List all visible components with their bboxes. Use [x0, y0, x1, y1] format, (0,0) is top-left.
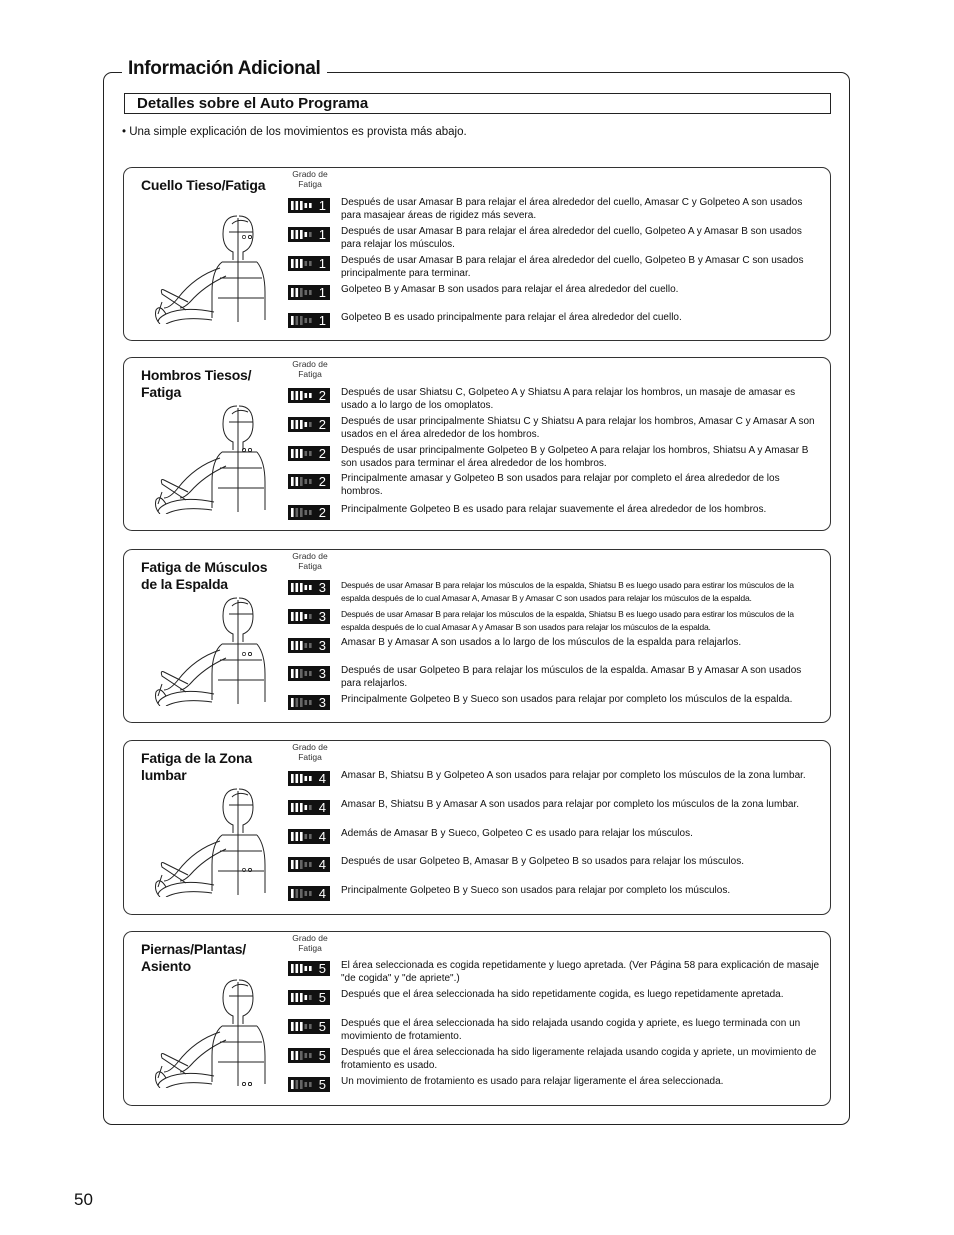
program-description: Después de usar Amasar B para relajar el área alrededor del cuello, Amasar C y Golpeteo A son usados para masajear áreas de rigidez más severa. [341, 197, 803, 221]
fatigue-label-line: Fatiga [298, 178, 322, 189]
program-section [123, 740, 831, 915]
fatigue-level-number: 4 [318, 829, 326, 844]
program-section [123, 931, 831, 1106]
intensity-badge [288, 829, 330, 844]
program-description: Después de usar Amasar B para relajar los músculos de la espalda, Shiatsu B es luego usado para estirar los músculos de la espalda después de lo cual Amasar A y Amasar B son usados para relajar los músculos de la espalda. [341, 609, 794, 632]
program-section [123, 357, 831, 531]
program-description: Después de usar principalmente Golpeteo B y Golpeteo A para relajar los hombros, Shiatsu A y Amasar B son usados para terminar el área alrededor de los hombros. [341, 445, 809, 469]
intensity-badge [288, 580, 330, 595]
section-title-line: Piernas/Plantas/ [141, 941, 246, 957]
fatigue-label-line: Fatiga [298, 942, 322, 953]
program-section [123, 167, 831, 341]
fatigue-label-line: Fatiga [298, 368, 322, 379]
intensity-badge [288, 388, 330, 403]
fatigue-level-number: 3 [318, 580, 326, 595]
page-number: 50 [74, 1190, 93, 1209]
body-figure-illustration [142, 775, 268, 897]
fatigue-level-number: 4 [318, 771, 326, 786]
intensity-badge [288, 198, 330, 213]
fatigue-level-number: 5 [318, 961, 326, 976]
section-title-line: Cuello Tieso/Fatiga [141, 177, 266, 193]
fatigue-level-number: 5 [318, 1077, 326, 1092]
section-title-line: Asiento [141, 958, 191, 974]
fatigue-level-number: 1 [318, 285, 326, 300]
fatigue-label-line: Grado de [292, 933, 328, 943]
program-description: Después de usar Golpeteo B, Amasar B y Golpeteo B so usados para relajar los músculos. [341, 856, 744, 867]
program-description: Principalmente Golpeteo B es usado para relajar suavemente el área alrededor de los hombros. [341, 504, 767, 515]
fatigue-level-label [284, 170, 336, 189]
section-title-line: Fatiga [141, 384, 182, 400]
program-description: Un movimiento de frotamiento es usado para relajar ligeramente el área seleccionada. [341, 1076, 724, 1087]
program-description: Además de Amasar B y Sueco, Golpeteo C es usado para relajar los músculos. [341, 828, 693, 839]
fatigue-level-number: 3 [318, 695, 326, 710]
section-title [141, 177, 265, 194]
body-figure-illustration [142, 392, 268, 514]
intensity-badge [288, 638, 330, 653]
intensity-badge [288, 1077, 330, 1092]
fatigue-label-line: Fatiga [298, 751, 322, 762]
intensity-badge [288, 417, 330, 432]
page-title: Información Adicional [122, 58, 327, 80]
program-description: Después de usar Amasar B para relajar los músculos de la espalda, Shiatsu B es luego usado para estirar los músculos de la espalda después de lo cual Amasar A, Amasar B y Amasar C son usados para relajar los músculos de la espalda. [341, 580, 794, 603]
program-description: Después que el área seleccionada ha sido ligeramente relajada usando cogida y apriete, un movimiento de frotamiento es usado. [341, 1047, 817, 1071]
program-description: Principalmente Golpeteo B y Sueco son usados para relajar por completo los músculos. [341, 885, 731, 896]
fatigue-label-line: Grado de [292, 169, 328, 179]
fatigue-level-number: 2 [318, 446, 326, 461]
fatigue-level-number: 3 [318, 666, 326, 681]
section-title-line: de la Espalda [141, 576, 228, 592]
program-description: Después de usar Amasar B para relajar el área alrededor del cuello, Golpeteo A y Amasar B son usados para relajar los músculos. [341, 226, 802, 250]
intensity-badge [288, 961, 330, 976]
program-description: Amasar B, Shiatsu B y Amasar A son usados para relajar por completo los músculos de la zona lumbar. [341, 799, 800, 810]
program-description: Después que el área seleccionada ha sido relajada usando cogida y apriete, es luego terminada con un movimiento de frotamiento. [341, 1018, 801, 1042]
intensity-badge [288, 474, 330, 489]
intensity-badge [288, 227, 330, 242]
program-description: Después de usar Shiatsu C, Golpeteo A y Shiatsu A para relajar los hombros, un masaje de amasar es usado a lo largo de los omoplatos. [341, 387, 796, 411]
intensity-badge [288, 505, 330, 520]
program-description: Amasar B, Shiatsu B y Golpeteo A son usados para relajar por completo los músculos de la zona lumbar. [341, 770, 806, 781]
program-description: Principalmente Golpeteo B y Sueco son usados para relajar por completo los músculos de la espalda. [341, 694, 793, 705]
intensity-badge [288, 666, 330, 681]
fatigue-level-number: 2 [318, 474, 326, 489]
fatigue-level-number: 5 [318, 990, 326, 1005]
fatigue-level-number: 4 [318, 800, 326, 815]
fatigue-level-number: 3 [318, 638, 326, 653]
intensity-badge [288, 285, 330, 300]
intro-text: • Una simple explicación de los movimientos es provista más abajo. [122, 126, 467, 138]
program-description: Principalmente amasar y Golpeteo B son usados para relajar por completo el área alrededor de los hombros. [341, 473, 780, 497]
fatigue-level-number: 2 [318, 388, 326, 403]
section-title-line: lumbar [141, 767, 187, 783]
fatigue-level-label [284, 743, 336, 762]
intensity-badge [288, 771, 330, 786]
intensity-badge [288, 256, 330, 271]
fatigue-level-label [284, 360, 336, 379]
intensity-badge [288, 1048, 330, 1063]
section-title-line: Fatiga de la Zona [141, 750, 252, 766]
body-figure-illustration [142, 966, 268, 1088]
body-figure-illustration [142, 202, 268, 324]
fatigue-level-label [284, 934, 336, 953]
fatigue-label-line: Fatiga [298, 560, 322, 571]
fatigue-level-label [284, 552, 336, 571]
program-description: Después de usar principalmente Shiatsu C y Shiatsu A para relajar los hombros, Amasar C y Amasar A son usados en el área alrededor de los hombros. [341, 416, 815, 440]
intensity-badge [288, 886, 330, 901]
intensity-badge [288, 800, 330, 815]
body-figure-illustration [142, 584, 268, 706]
section-title-line: Hombros Tiesos/ [141, 367, 252, 383]
fatigue-level-number: 1 [318, 313, 326, 328]
program-description: Después que el área seleccionada ha sido repetidamente cogida, es luego repetidamente apretada. [341, 989, 784, 1000]
fatigue-level-number: 4 [318, 857, 326, 872]
program-description: Después de usar Amasar B para relajar el área alrededor del cuello, Golpeteo B y Amasar C son usados principalmente para terminar. [341, 255, 804, 279]
fatigue-level-number: 3 [318, 609, 326, 624]
program-description: El área seleccionada es cogida repetidamente y luego apretada. (Ver Página 58 para explicación de masaje "de cogida" y "de apriete".) [341, 960, 820, 984]
fatigue-level-number: 4 [318, 886, 326, 901]
section-heading: Detalles sobre el Auto Programa [124, 93, 831, 114]
fatigue-level-number: 1 [318, 256, 326, 271]
fatigue-level-number: 2 [318, 505, 326, 520]
fatigue-level-number: 5 [318, 1019, 326, 1034]
fatigue-level-number: 1 [318, 198, 326, 213]
intensity-badge [288, 313, 330, 328]
program-description: Golpeteo B es usado principalmente para relajar el área alrededor del cuello. [341, 312, 682, 323]
intensity-badge [288, 990, 330, 1005]
section-title-line: Fatiga de Músculos [141, 559, 268, 575]
fatigue-level-number: 5 [318, 1048, 326, 1063]
fatigue-label-line: Grado de [292, 551, 328, 561]
program-description: Golpeteo B y Amasar B son usados para relajar el área alrededor del cuello. [341, 284, 679, 295]
intensity-badge [288, 1019, 330, 1034]
program-description: Después de usar Golpeteo B para relajar los músculos de la espalda. Amasar B y Amasar A son usados para relajarlos. [341, 665, 802, 689]
fatigue-label-line: Grado de [292, 742, 328, 752]
program-description: Amasar B y Amasar A son usados a lo largo de los músculos de la espalda para relajarlos. [341, 637, 742, 648]
fatigue-label-line: Grado de [292, 359, 328, 369]
intensity-badge [288, 695, 330, 710]
fatigue-level-number: 2 [318, 417, 326, 432]
fatigue-level-number: 1 [318, 227, 326, 242]
intensity-badge [288, 857, 330, 872]
intensity-badge [288, 609, 330, 624]
program-section [123, 549, 831, 723]
intensity-badge [288, 446, 330, 461]
